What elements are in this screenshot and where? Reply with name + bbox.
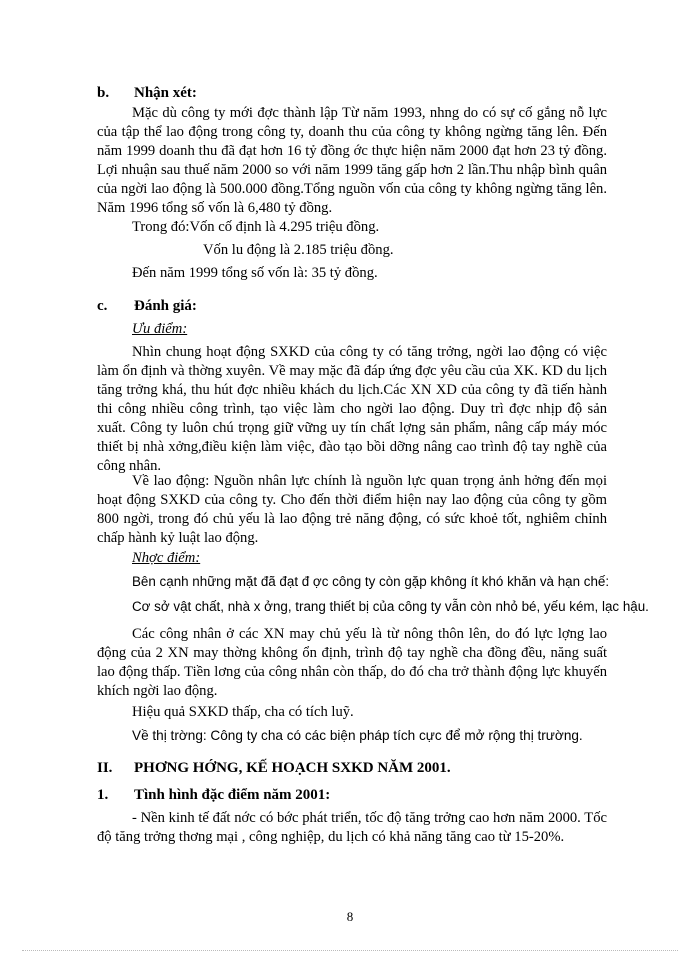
section-b-title: Nhận xét: (134, 85, 197, 101)
section-b-heading (97, 84, 197, 103)
line-co-so-vat-chat: Cơ sở vật chất, nhà x ởng, trang thiết bị của công ty vẫn còn nhỏ bé, yếu kém, lạc hậu. (132, 599, 649, 614)
section-c-title: Đánh giá: (134, 298, 197, 314)
line-trong-do: Trong đó:Vốn cố định là 4.295 triệu đồng. (132, 219, 380, 235)
paragraph-kinh-te: - Nền kinh tế đất nớc có bớc phát triển, tốc độ tăng trởng cao hơn năm 2000. Tốc độ tăng trởng thơng mại , công nghiệp, du lịch có khả năng tăng cao từ 15-20%. (97, 810, 607, 845)
paragraph-lao-dong: Về lao động: Nguồn nhân lực chính là nguồn lực quan trọng ảnh hởng đến mọi hoạt động SXKD của công ty. Cho đến thời điểm hiện nay lao động của công ty gồm 800 ngời, trong đó chủ yếu là lao động trẻ năng động, có sức khoẻ tốt, nghiêm chỉnh chấp hành kỷ luật lao động. (97, 473, 607, 546)
section-II-heading (97, 759, 451, 778)
paragraph-uu-diem: Nhìn chung hoạt động SXKD của công ty có tăng trởng, ngời lao động có việc làm ổn định và thờng xuyên. Về may mặc đã đáp ứng đợc yêu cầu của XK. KD du lịch tăng trởng khá, thu hút đợc nhiều khách du lịch.Các XN XD của công ty đã tiến hành thi công nhiều công trình, tạo việc làm cho ngời lao động. Duy trì đợc nhịp độ sản xuất. Công ty luôn chú trọng giữ vững uy tín chất lợng sản phẩm, nâng cấp máy móc thiết bị nhà xởng,điều kiện làm việc, đào tạo bồi dỡng nâng cao trình độ tay nghề của công nhân. (97, 344, 607, 474)
line-hieu-qua: Hiệu quả SXKD thấp, cha có tích luỹ. (132, 704, 354, 720)
line-nam-1999: Đến năm 1999 tổng số vốn là: 35 tỷ đồng. (132, 265, 378, 281)
section-c-label: c. (97, 298, 108, 314)
line-thi-truong: Về thị trờng: Công ty cha có các biện pháp tích cực để mở rộng thị trường. (132, 728, 583, 743)
section-1-heading (97, 786, 330, 805)
page-number: 8 (346, 909, 354, 924)
page-bottom-divider (22, 950, 678, 951)
section-b-label: b. (97, 85, 110, 101)
section-II-label: II. (97, 760, 113, 776)
paragraph-cong-nhan: Các công nhân ở các XN may chủ yếu là từ nông thôn lên, do đó lực lợng lao động của 2 XN may thờng không ổn định, trình độ tay nghề cha đồng đều, năng suất lao động thấp. Tiền lơng của công nhân còn thấp, do đó cha trở thành động lực khuyến khích ngời lao động. (97, 626, 607, 699)
section-c-heading (97, 297, 197, 316)
subheading-nhuoc-diem: Nhợc điểm: (132, 550, 201, 566)
section-II-title: PHƠNG HỚNG, KẾ HOẠCH SXKD NĂM 2001. (134, 760, 451, 776)
subheading-uu-diem: Ưu điểm: (132, 321, 188, 337)
paragraph-nhan-xet: Mặc dù công ty mới đợc thành lập Từ năm 1993, nhng do có sự cố gắng nỗ lực của tập thể lao động trong công ty, doanh thu của công ty không ngừng tăng lên. Đến năm 1999 doanh thu đã đạt hơn 16 tỷ đồng ớc thực hiện năm 2000 đạt hơn 23 tỷ đồng. Lợi nhuận sau thuế năm 2000 so với năm 1999 tăng gấp hơn 2 lần.Thu nhập bình quân của ngời lao động là 500.000 đồng.Tổng nguồn vốn của công ty không ngừng tăng lên. Năm 1996 tổng số vốn là 6,480 tỷ đồng. (97, 105, 607, 216)
section-1-label: 1. (97, 787, 109, 803)
section-1-title: Tình hình đặc điểm năm 2001: (134, 787, 331, 803)
line-von-luu-dong: Vốn lu động là 2.185 triệu đồng. (203, 242, 394, 258)
line-ben-canh: Bên cạnh những mặt đã đạt đ ợc công ty còn gặp không ít khó khăn và hạn chế: (132, 574, 610, 589)
